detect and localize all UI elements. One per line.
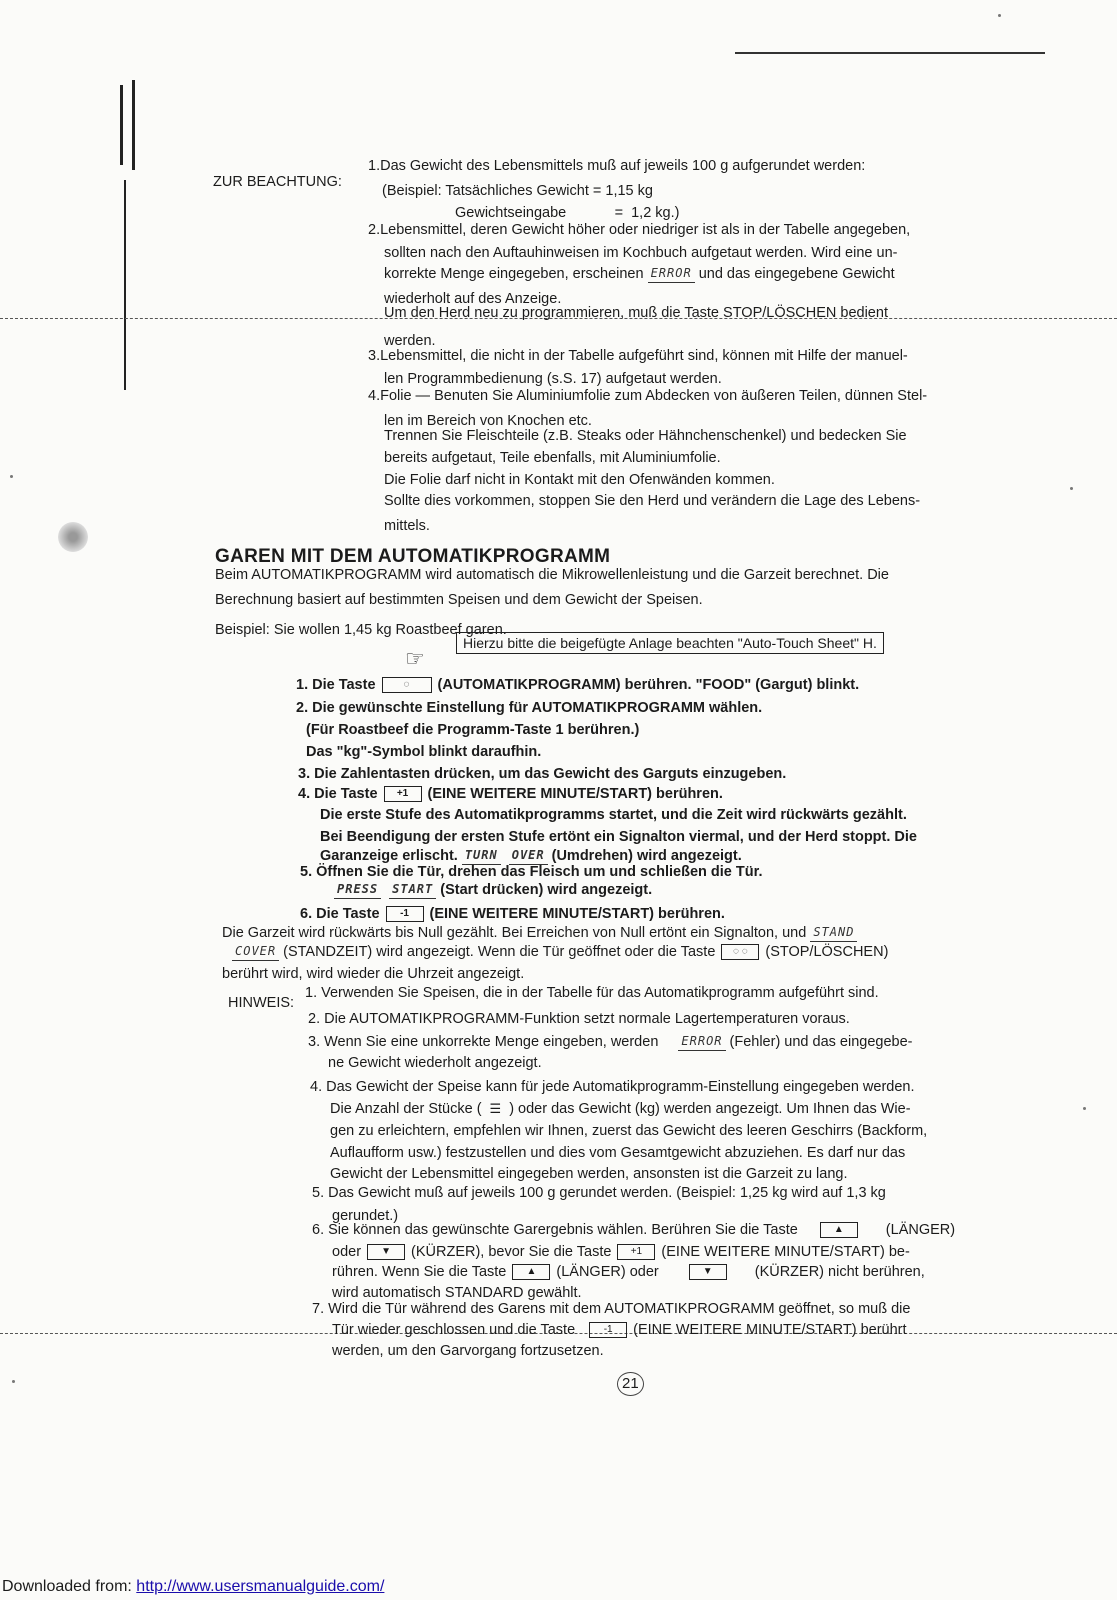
download-footer xyxy=(2,1575,384,1598)
longer-key: ▲ xyxy=(512,1264,550,1280)
step-4-detail: Die erste Stufe des Automatikprogramms startet, und die Zeit wird rückwärts gezählt. xyxy=(320,807,907,823)
pieces-icon: ☰ xyxy=(489,1101,502,1116)
footer-link[interactable]: http://www.usersmanualguide.com/ xyxy=(136,1578,385,1595)
hinweis-line: werden, um den Garvorgang fortzusetzen. xyxy=(332,1343,604,1359)
hinweis-line: Gewicht der Lebensmittel eingegeben werden, ansonsten ist die Garzeit zu lang. xyxy=(330,1166,848,1182)
hinweis-line: gen zu erleichtern, empfehlen wir Ihnen, zuerst das Gewicht des leeren Geschirrs (Backform, xyxy=(330,1123,928,1139)
shorter-key: ▼ xyxy=(689,1264,727,1280)
after-text: (STANDZEIT) wird angezeigt. Wenn die Tür geöffnet oder die Taste xyxy=(283,944,716,960)
error-display: ERROR xyxy=(648,265,695,283)
hinweis-label: HINWEIS: xyxy=(228,995,295,1011)
note-line: Die Folie darf nicht in Kontakt mit den Ofenwänden kommen. xyxy=(384,472,775,488)
step-text: 4. Die Taste xyxy=(298,786,378,802)
speck xyxy=(998,14,1001,17)
note-line: mittels. xyxy=(384,518,430,534)
after-text: Die Garzeit wird rückwärts bis Null gezählt. Bei Erreichen von Null ertönt ein Signalton, und xyxy=(222,925,807,941)
hinweis-text: Tür wieder geschlossen und die Taste xyxy=(332,1322,576,1338)
note-line: 3.Lebensmittel, die nicht in der Tabelle aufgeführt sind, können mit Hilfe der manuel- xyxy=(368,348,908,364)
intro-line: Berechnung basiert auf bestimmten Speisen und dem Gewicht der Speisen. xyxy=(215,592,703,608)
after-text: (STOP/LÖSCHEN) xyxy=(765,944,889,960)
speck xyxy=(10,475,13,478)
note-line: Sollte dies vorkommen, stoppen Sie den Herd und verändern die Lage des Lebens- xyxy=(384,493,921,509)
auto-program-key: ◌ xyxy=(382,677,432,693)
step-3: 3. Die Zahlentasten drücken, um das Gewicht des Garguts einzugeben. xyxy=(298,766,787,782)
note-line: Um den Herd neu zu programmieren, muß die Taste STOP/LÖSCHEN bedient xyxy=(384,305,888,321)
intro-line: Beispiel: Sie wollen 1,45 kg Roastbeef garen. xyxy=(215,622,507,638)
hinweis-text: 3. Wenn Sie eine unkorrekte Menge eingeben, werden xyxy=(308,1034,659,1050)
intro-line: Beim AUTOMATIKPROGRAMM wird automatisch die Mikrowellenleistung und die Garzeit berechnet. Die xyxy=(215,567,889,583)
minus-minute-start-key: -1 xyxy=(386,906,424,922)
note-line: 4.Folie — Benuten Sie Aluminiumfolie zum Abdecken von äußeren Teilen, dünnen Stel- xyxy=(368,388,928,404)
note-text: und das eingegebene Gewicht xyxy=(698,266,895,282)
after-line xyxy=(222,923,861,944)
hinweis-text: oder xyxy=(332,1244,362,1260)
hinweis-line: gerundet.) xyxy=(332,1208,399,1224)
turn-display: TURN xyxy=(462,847,501,865)
step-text: Garanzeige erlischt. xyxy=(320,848,458,864)
step-text: (EINE WEITERE MINUTE/START) berühren. xyxy=(429,906,725,922)
speck xyxy=(1070,487,1073,490)
plus-minute-start-key: +1 xyxy=(617,1244,655,1260)
shorter-key: ▼ xyxy=(367,1244,405,1260)
step-5: 5. Öffnen Sie die Tür, drehen das Fleisch um und schließen die Tür. xyxy=(300,864,763,880)
hinweis-line: 1. Verwenden Sie Speisen, die in der Tabelle für das Automatikprogramm aufgeführt sind. xyxy=(305,985,879,1001)
step-5-detail xyxy=(330,880,652,901)
hinweis-line xyxy=(332,1242,910,1263)
step-text: (Start drücken) wird angezeigt. xyxy=(440,882,653,898)
step-6 xyxy=(300,904,725,925)
hinweis-text: Die Anzahl der Stücke ( xyxy=(330,1101,482,1117)
stand-display: STAND xyxy=(810,924,857,942)
step-text: 6. Die Taste xyxy=(300,906,380,922)
hinweis-line xyxy=(312,1220,955,1241)
note-line-error xyxy=(384,264,895,285)
hint-box: Hierzu bitte die beigefügte Anlage beachten "Auto-Touch Sheet" H. xyxy=(456,632,884,654)
hinweis-text: (EINE WEITERE MINUTE/START) berührt xyxy=(633,1322,907,1338)
hinweis-text: (KÜRZER) nicht berühren, xyxy=(754,1264,925,1280)
step-4 xyxy=(298,784,723,805)
press-display: PRESS xyxy=(334,881,381,899)
hinweis-text: ) oder das Gewicht (kg) werden angezeigt. Um Ihnen das Wie- xyxy=(509,1101,911,1117)
note-line: Gewichtseingabe = 1,2 kg.) xyxy=(455,205,680,221)
note-line: bereits aufgetaut, Teile ebenfalls, mit Aluminiumfolie. xyxy=(384,450,721,466)
step-2-detail: Das "kg"-Symbol blinkt daraufhin. xyxy=(306,744,542,760)
note-line: 1.Das Gewicht des Lebensmittels muß auf jeweils 100 g aufgerundet werden: xyxy=(368,158,866,174)
margin-bar-right xyxy=(132,80,135,170)
hinweis-text: (Fehler) und das eingegebe- xyxy=(729,1034,913,1050)
note-line: Trennen Sie Fleischteile (z.B. Steaks oder Hähnchenschenkel) und bedecken Sie xyxy=(384,428,907,444)
hinweis-line: Auflaufform usw.) festzustellen und dies vom Gesamtgewicht abzuziehen. Es darf nur das xyxy=(330,1145,906,1161)
top-rule xyxy=(735,52,1045,54)
pointing-hand-icon: ☞ xyxy=(405,646,425,671)
speck xyxy=(1083,1107,1086,1110)
hinweis-line xyxy=(332,1262,925,1283)
hinweis-line: ne Gewicht wiederholt angezeigt. xyxy=(328,1055,542,1071)
hinweis-line xyxy=(308,1032,913,1053)
longer-key: ▲ xyxy=(820,1222,858,1238)
margin-bar-long xyxy=(124,180,126,390)
margin-bar-left xyxy=(120,85,123,165)
step-text: 1. Die Taste xyxy=(296,677,376,693)
hinweis-line: 5. Das Gewicht muß auf jeweils 100 g gerundet werden. (Beispiel: 1,25 kg wird auf 1,3 kg xyxy=(312,1185,886,1201)
hinweis-text: rühren. Wenn Sie die Taste xyxy=(332,1264,507,1280)
note-line: 2.Lebensmittel, deren Gewicht höher oder niedriger ist als in der Tabelle angegeben, xyxy=(368,222,911,238)
note-line: (Beispiel: Tatsächliches Gewicht = 1,15 kg xyxy=(382,183,653,199)
plus-minute-start-key: +1 xyxy=(384,786,422,802)
over-display: OVER xyxy=(509,847,548,865)
note-line: len Programmbedienung (s.S. 17) aufgetaut werden. xyxy=(384,371,722,387)
minus-minute-start-key: -1 xyxy=(589,1322,627,1338)
after-line xyxy=(228,942,888,963)
step-text: (AUTOMATIKPROGRAMM) berühren. "FOOD" (Gargut) blinkt. xyxy=(437,677,860,693)
section-heading: GAREN MIT DEM AUTOMATIKPROGRAMM xyxy=(215,546,611,567)
note-line: len im Bereich von Knochen etc. xyxy=(384,413,592,429)
page-number: 21 xyxy=(617,1372,644,1396)
step-text: (Umdrehen) wird angezeigt. xyxy=(551,848,742,864)
note-label: ZUR BEACHTUNG: xyxy=(213,174,342,190)
note-line: werden. xyxy=(384,333,436,349)
step-1 xyxy=(296,675,859,696)
hinweis-text: (KÜRZER), bevor Sie die Taste xyxy=(411,1244,612,1260)
scan-blot xyxy=(58,522,88,552)
hinweis-line: 7. Wird die Tür während des Garens mit dem AUTOMATIKPROGRAMM geöffnet, so muß die xyxy=(312,1301,911,1317)
note-line: wiederholt auf des Anzeige. xyxy=(384,291,562,307)
error-display: ERROR xyxy=(678,1033,725,1051)
step-2: 2. Die gewünschte Einstellung für AUTOMATIKPROGRAMM wählen. xyxy=(296,700,763,716)
stop-clear-key: ◌ ◌ xyxy=(721,944,759,960)
hinweis-line: 4. Das Gewicht der Speise kann für jede Automatikprogramm-Einstellung eingegeben werden. xyxy=(310,1079,915,1095)
speck xyxy=(12,1380,15,1383)
hinweis-line: 2. Die AUTOMATIKPROGRAMM-Funktion setzt normale Lagertemperaturen voraus. xyxy=(308,1011,850,1027)
after-line: berührt wird, wird wieder die Uhrzeit angezeigt. xyxy=(222,966,525,982)
note-text: korrekte Menge eingegeben, erscheinen xyxy=(384,266,644,282)
cover-display: COVER xyxy=(232,943,279,961)
footer-prefix: Downloaded from: xyxy=(2,1578,137,1595)
hinweis-text: (LÄNGER) oder xyxy=(556,1264,659,1280)
hinweis-text: (EINE WEITERE MINUTE/START) be- xyxy=(661,1244,910,1260)
step-2-detail: (Für Roastbeef die Programm-Taste 1 berühren.) xyxy=(306,722,640,738)
hinweis-line: wird automatisch STANDARD gewählt. xyxy=(332,1285,582,1301)
start-display: START xyxy=(389,881,436,899)
hinweis-text: 6. Sie können das gewünschte Garergebnis wählen. Berühren Sie die Taste xyxy=(312,1222,798,1238)
note-line: sollten nach den Auftauhinweisen im Kochbuch aufgetaut werden. Wird eine un- xyxy=(384,245,898,261)
step-text: (EINE WEITERE MINUTE/START) berühren. xyxy=(427,786,723,802)
hinweis-text: (LÄNGER) xyxy=(885,1222,956,1238)
hinweis-line xyxy=(330,1099,911,1120)
hinweis-line xyxy=(332,1320,907,1341)
step-4-detail: Bei Beendigung der ersten Stufe ertönt ein Signalton viermal, und der Herd stoppt. Die xyxy=(320,829,917,845)
